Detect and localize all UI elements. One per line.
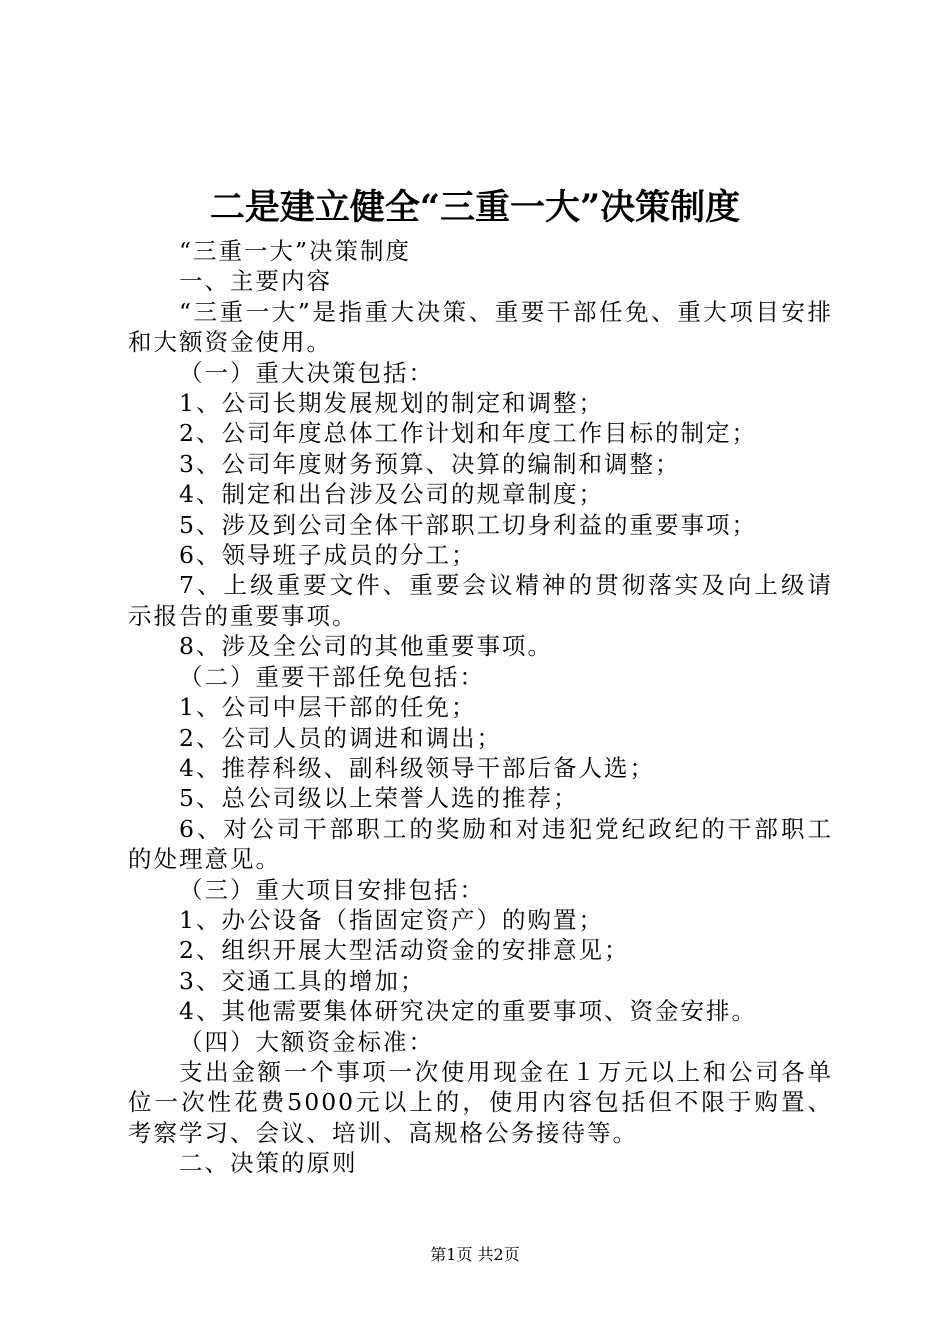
list-item: 1、公司中层干部的任免； <box>179 693 477 722</box>
list-item: 7、上级重要文件、重要会议精神的贯彻落实及向上级请示报告的重要事项。 <box>128 571 833 630</box>
subsection-heading: （二）重要干部任免包括： <box>179 662 485 691</box>
list-item: 2、公司人员的调进和调出； <box>179 723 502 752</box>
page-indicator: 第1页 共2页 <box>430 1245 520 1264</box>
section-heading: “三重一大”决策制度 <box>179 237 412 265</box>
list-item: 2、公司年度总体工作计划和年度工作目标的制定； <box>179 419 757 448</box>
subsection-heading: （三）重大项目安排包括： <box>179 875 485 904</box>
list-item: 5、涉及到公司全体干部职工切身利益的重要事项； <box>179 510 757 539</box>
list-item: 8、涉及全公司的其他重要事项。 <box>179 632 553 661</box>
paragraph: “三重一大”是指重大决策、重要干部任免、重大项目安排和大额资金使用。 <box>128 297 833 357</box>
list-item: 4、制定和出台涉及公司的规章制度； <box>179 480 604 509</box>
section-heading: 一、主要内容 <box>179 267 332 296</box>
list-item: 3、公司年度财务预算、决算的编制和调整； <box>179 449 681 478</box>
list-item: 6、对公司干部职工的奖励和对违犯党纪政纪的干部职工的处理意见。 <box>128 814 833 874</box>
paragraph: 支出金额一个事项一次使用现金在１万元以上和公司各单位一次性花费5000元以上的，使用内容包括但不限于购置、考察学习、会议、培训、高规格公务接待等。 <box>128 1057 833 1147</box>
document-body <box>128 236 833 1179</box>
list-item: 5、总公司级以上荣誉人选的推荐； <box>179 784 579 813</box>
list-item: 4、推荐科级、副科级领导干部后备人选； <box>179 753 655 782</box>
section-heading: 二、决策的原则 <box>179 1149 358 1178</box>
subsection-heading: （四）大额资金标准： <box>179 1027 434 1056</box>
list-item: 4、其他需要集体研究决定的重要事项、资金安排。 <box>179 997 757 1026</box>
list-item: 3、交通工具的增加； <box>179 966 426 995</box>
list-item: 2、组织开展大型活动资金的安排意见； <box>179 936 630 965</box>
subsection-heading: （一）重大决策包括： <box>179 358 434 387</box>
list-item: 1、公司长期发展规划的制定和调整； <box>179 389 604 418</box>
document-title: 二是建立健全“三重一大”决策制度 <box>209 187 741 228</box>
list-item: 1、办公设备（指固定资产）的购置； <box>179 905 604 934</box>
list-item: 6、领导班子成员的分工； <box>179 541 477 570</box>
